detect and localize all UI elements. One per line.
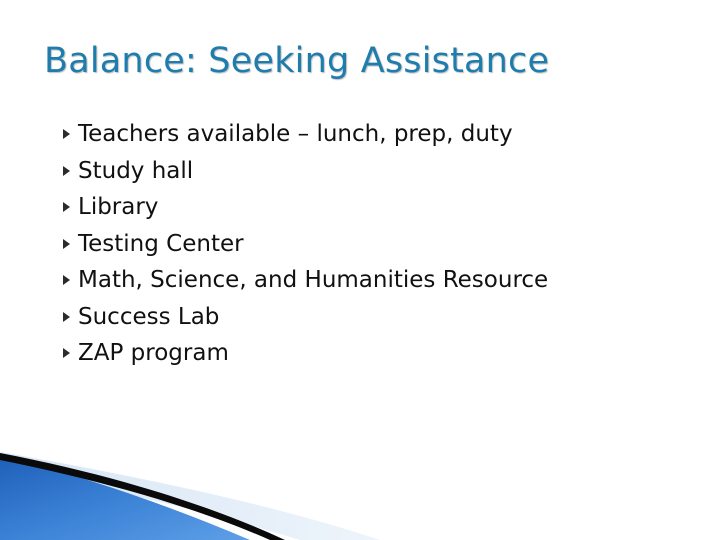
bullet-item <box>63 226 548 263</box>
bullet-text: Math, Science, and Humanities Resource <box>78 267 549 294</box>
triangle-right-icon <box>63 202 70 212</box>
bullet-text: Success Lab <box>78 303 220 330</box>
bullet-text: ZAP program <box>78 340 229 367</box>
bullet-list <box>63 116 548 372</box>
bullet-item <box>63 262 548 299</box>
triangle-right-icon <box>63 348 70 358</box>
triangle-right-icon <box>63 275 70 285</box>
bullet-item <box>63 299 548 336</box>
slide-title: Balance: Seeking Assistance <box>44 41 550 81</box>
triangle-right-icon <box>63 239 70 249</box>
bullet-text: Library <box>78 194 159 221</box>
triangle-right-icon <box>63 312 70 322</box>
pale-swoosh-shape <box>0 452 380 540</box>
dark-swoosh-shape <box>0 453 285 540</box>
bullet-item <box>63 153 548 190</box>
blue-swoosh-shape <box>0 455 250 540</box>
bullet-item <box>63 335 548 372</box>
bullet-item <box>63 116 548 153</box>
triangle-right-icon <box>63 129 70 139</box>
bullet-text: Testing Center <box>78 230 244 257</box>
bullet-text: Study hall <box>78 157 194 184</box>
triangle-right-icon <box>63 166 70 176</box>
bullet-text: Teachers available – lunch, prep, duty <box>78 121 513 148</box>
bullet-item <box>63 189 548 226</box>
